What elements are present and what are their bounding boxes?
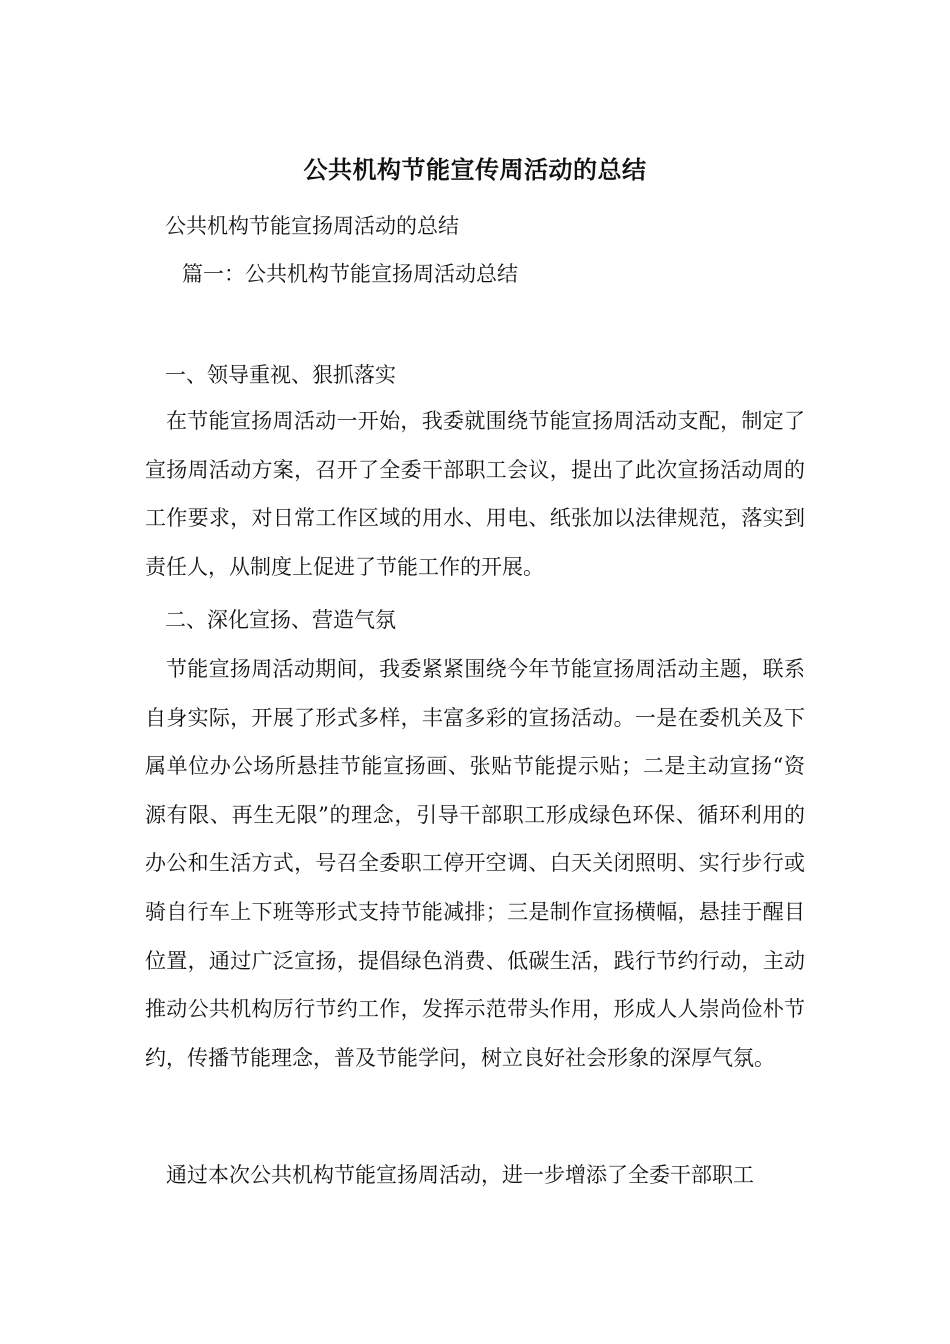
section-1-heading: 一、领导重视、狠抓落实 xyxy=(165,363,396,387)
section-2-body: 节能宣扬周活动期间，我委紧紧围绕今年节能宣扬周活动主题，联系自身实际，开展了形式多样，丰富多彩的宣扬活动。一是在委机关及下属单位办公场所悬挂节能宣扬画、张贴节能提示贴；二是主动宣扬“资源有限、再生无限”的理念，引导干部职工形成绿色环保、循环利用的办公和生活方式，号召全委职工停开空调、白天关闭照明、实行步行或骑自行车上下班等形式支持节能减排；三是制作宣扬横幅，悬挂于醒目位置，通过广泛宣扬，提倡绿色消费、低碳生活，践行节约行动，主动推动公共机构厉行节约工作，发挥示范带头作用，形成人人崇尚俭朴节约，传播节能理念，普及节能学问，树立良好社会形象的深厚气氛。 xyxy=(145,657,805,1070)
closing-paragraph: 通过本次公共机构节能宣扬周活动，进一步增添了全委干部职工 xyxy=(166,1163,754,1187)
document-title: 公共机构节能宣传周活动的总结 xyxy=(303,155,647,184)
document-subtitle: 公共机构节能宣扬周活动的总结 xyxy=(165,214,459,238)
section-2-heading: 二、深化宣扬、营造气氛 xyxy=(165,608,396,632)
article-heading: 篇一：公共机构节能宣扬周活动总结 xyxy=(182,262,518,286)
section-1-body: 在节能宣扬周活动一开始，我委就围绕节能宣扬周活动支配，制定了宣扬周活动方案，召开了全委干部职工会议，提出了此次宣扬活动周的工作要求，对日常工作区域的用水、用电、纸张加以法律规范，落实到责任人，从制度上促进了节能工作的开展。 xyxy=(145,409,805,579)
